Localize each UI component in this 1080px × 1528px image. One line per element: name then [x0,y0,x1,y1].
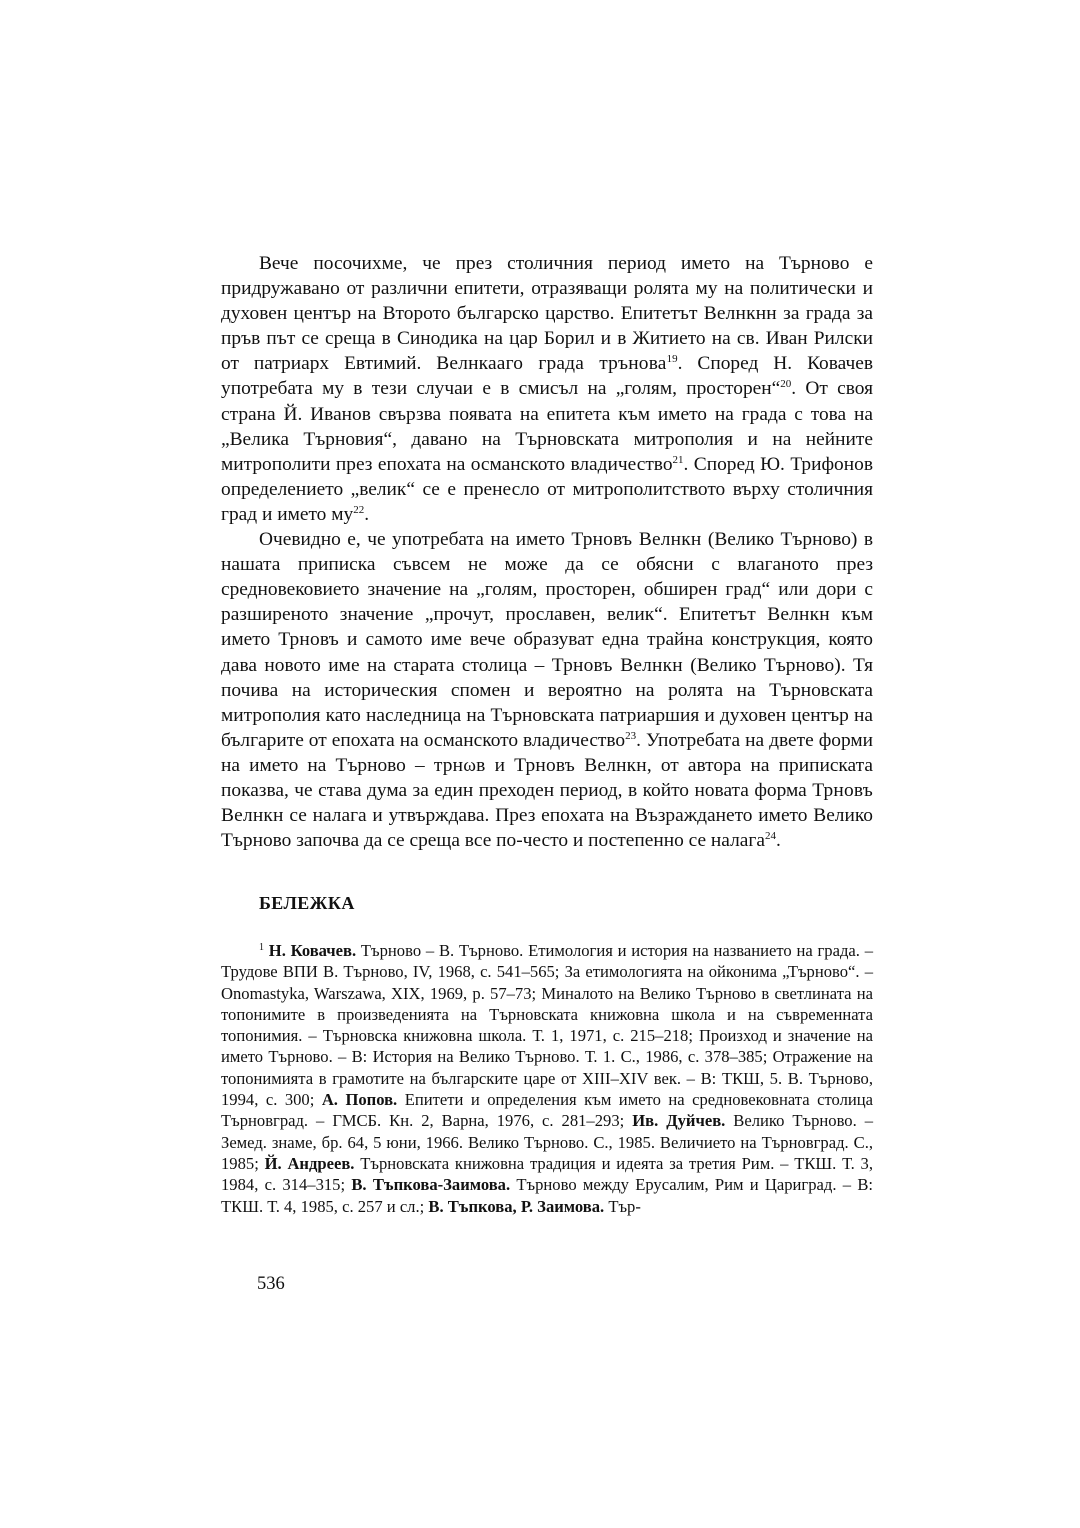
old-slavonic-word: трнωв [433,754,486,776]
old-slavonic-word: Велнкн [767,604,830,626]
text-run: се налага и утвърждава. През епохата на Възраждането името Велико Търново започва да се среща все по-често и постепенно се налага [221,805,873,852]
old-slavonic-word: Трновъ Велнкн [551,654,683,676]
text-run: Епитети и определения към името на средновековната столица Търновград. – ГМСБ. Кн. 2, Варна, 1976, с. 281–293; [221,1090,874,1131]
footnote-ref: 22 [353,503,365,516]
main-text [221,251,873,853]
text-run: Велико Търново. – Земед. знаме, бр. 64, 5 юни, 1966. Велико Търново. С., 1985. Величието на Търновград. С., 1985; [221,1111,874,1173]
text-run: за града за пръв път се среща в Синодика на цар Борил и в Житието на св. Иван Рилски от патриарх Евтимий. [221,303,873,375]
text-run: . Според Н. Ковачев употребата му в тези случаи е в смисъл на „голям, просторен“ [221,353,873,400]
footnotes [221,940,873,1217]
text-run: (Велико Търново) в нашата приписка съвсем не може да се обясни с влаганото през средновековието значение на „голям, просторен, обширен град“ или дори с разширеното значение „прочут, прославен, велик“. Епитетът [221,529,873,626]
text-run: . Според Ю. Трифонов определението „велик“ се е пренесло от митрополитството върху столичния град и името му [221,453,873,525]
footnote-ref: 23 [625,729,637,742]
page-number: 536 [257,1274,285,1294]
notes-heading: БЕЛЕЖКА [259,893,355,913]
text-run: (Велико Търново). Тя почива на историческия спомен и вероятно на ролята на Търновската митрополия като наследница на Търновската патриаршия и духовен център на българите от епохата на османското владичество [221,654,874,751]
author-name: А. Попов. [321,1090,398,1110]
footnote-ref: 21 [672,453,684,466]
footnote-1 [221,940,873,1217]
author-name: Ив. Дуйчев. [632,1111,726,1131]
footnote-ref: 19 [666,353,678,366]
text-run: Вече посочихме, че през столичния период името на Търново е придружавано от различни епитети, отразяващи ролята му на политически и духовен център на Второто българско царство. Епитетът [221,253,873,325]
text-run: . [364,503,370,525]
old-slavonic-word: Велнкааго града трънова [436,353,667,375]
old-slavonic-word: Трновъ Велнкн [514,754,647,776]
text-run: Търново – В. Търново. Етимология и история на названието на града. – Трудове ВПИ В. Търново, IV, 1968, с. 541–565; За етимологията на ойконима „Търново“. – Onomastyka, Warszawa, XIX, 1969, p. 57–73; Миналото на Велико Търново в светлината на топонимите в произведенията на Търновската книжовна школа и на съвременната топонимия. – Търновска книжовна школа. Т. 1, 1971, с. 215–218; Произход и значение на името Търново. – В: История на Велико Търново. Т. 1. С., 1986, с. 378–385; Отражение на топонимията в грамотите на българските царе от XIII–XIV век. – В: ТКШ, 5. В. Търново, 1994, с. 300; [221,941,873,1110]
text-run: Тър- [604,1196,641,1216]
author-name: Н. Ковачев. [268,941,357,960]
text-run: . [775,830,781,852]
old-slavonic-word: Трновъ [278,629,339,651]
paragraph-1 [221,251,873,527]
text-run: и самото име вече образуват една трайна конструкция, която дава новото име на старата столица – [221,629,874,676]
text-run: Търновската книжовна традиция и идеята за третия Рим. – ТКШ. Т. 3, 1984, с. 314–315; [221,1153,873,1195]
author-name: Й. Андреев. [264,1153,355,1173]
text-run: , от автора на приписката показва, че става дума за един преходен период, в който новата форма [221,754,873,801]
old-slavonic-word: Велнкнн [703,303,777,325]
text-run: Търново между Ерусалим, Рим и Цариград. – В: ТКШ. Т. 4, 1985, с. 257 и сл.; [221,1175,874,1216]
text-run: към името [221,604,873,651]
footnote-ref: 24 [764,830,776,843]
text-run: Очевидно е, че употребата на името [259,529,572,551]
text-run: . От своя страна Й. Иванов свързва появата на епитета към името на града с това на „Велика Търновия“, давано на Търновската митрополия и на нейните митрополити през епохата на османското владичество [221,378,873,475]
footnote-ref: 20 [780,378,792,391]
old-slavonic-word: Трновъ Велнкн [571,529,702,551]
paragraph-2 [221,527,873,853]
text-run: и [485,754,515,776]
author-name: В. Тъпкова-Заимова. [351,1175,511,1195]
old-slavonic-word: Трновъ Велнкн [221,779,873,827]
footnote-number: 1 [259,942,264,953]
text-run: . Употребата на двете форми на името на Търново – [221,729,874,776]
author-name: В. Тъпкова, Р. Заимова. [428,1196,605,1216]
